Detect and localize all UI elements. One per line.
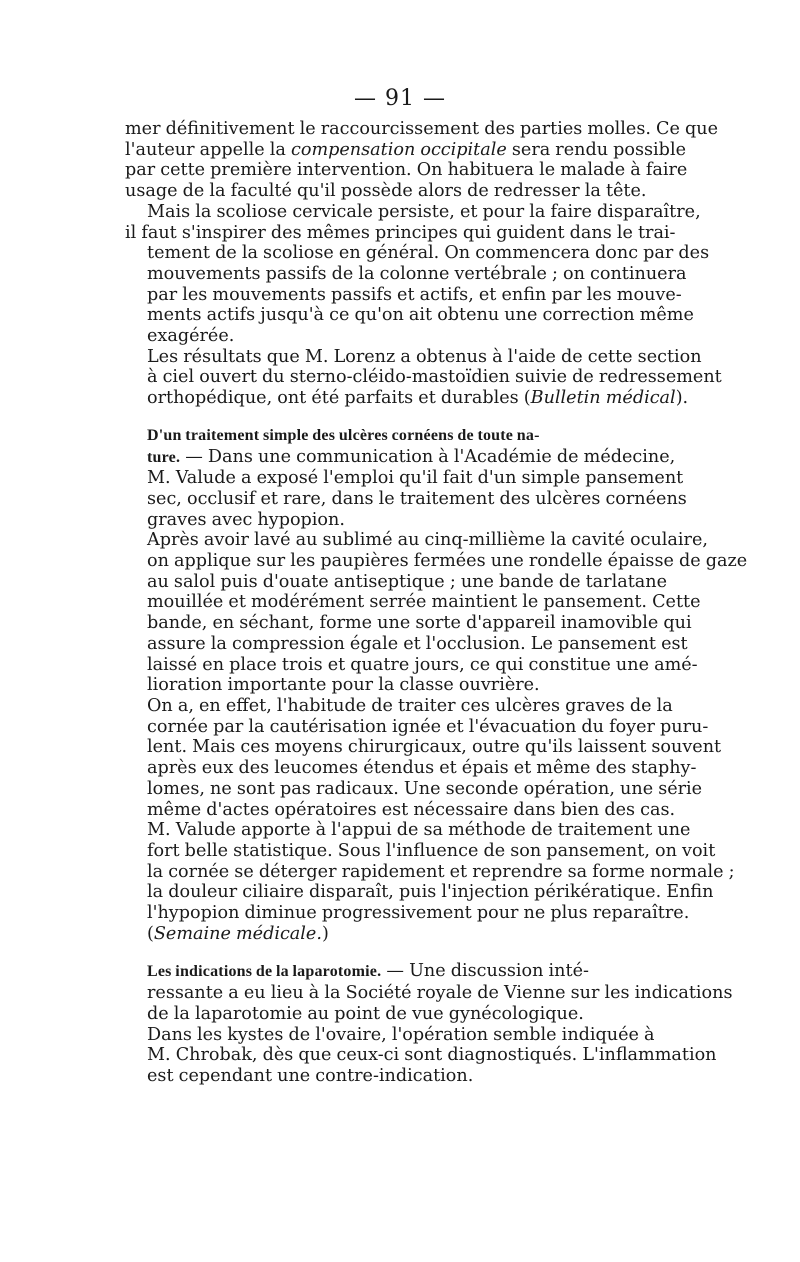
paragraph-ovarian-cysts: Dans les kystes de l'ovaire, l'opération semble indiquée à M. Chrobak, dès que ceux-ci sont diagnostiqués. L'inflammation est cependant une contre-indication. [147,1024,717,1086]
paragraph-continuation: mer définitivement le raccourcissement des parties molles. Ce que l'auteur appelle la compensation occipitale sera rendu possible par cette première intervention. On habituera le malade à faire usage de la faculté qu'il possède alors de redresser la tête. [125,119,719,202]
paragraph-scoliosis: Mais la scoliose cervicale persiste, et pour la faire disparaître, il faut s'inspirer des mêmes principes qui guident dans le trai- tement de la scoliose en général. On commencera donc par des mouvements passifs de la colonne vertébrale ; on continuera par les mouvements passifs et actifs, et enfin par les mouve- ments actifs jusqu'à ce qu'on ait obtenu une correction même exagérée. [125,201,710,347]
paragraph-lorenz-results: Les résultats que M. Lorenz a obtenus à l'aide de cette section à ciel ouvert du sterno-cléido-mastoïdien suivie de redressement orthopédique, ont été parfaits et durables (Bulletin médical). [147,346,722,409]
section-title-laparotomy: Les indications de la laparotomie. [147,963,382,981]
page-number: — 91 — [354,86,446,111]
section-corneal-ulcers: D'un traitement simple des ulcères cornéens de toute na- ture. — Dans une communication à l'Académie de médecine, M. Valude a exposé l'emploi qu'il fait d'un simple pansement sec, occlusif et rare, dans le traitement des ulcères cornéens graves avec hypopion. [147,426,687,530]
paragraph-statistics: M. Valude apporte à l'appui de sa méthode de traitement une fort belle statistique. Sous l'influence de son pansement, on voit la cornée se déterger rapidement et reprendre sa forme normale ; la douleur ciliaire disparaît, puis l'injection périkératique. Enfin l'hypopion diminue progressivement pour ne plus reparaître. (Semaine médicale.) [147,820,735,944]
paragraph-cauterization: On a, en effet, l'habitude de traiter ces ulcères graves de la cornée par la cautérisation ignée et l'évacuation du foyer puru- lent. Mais ces moyens chirurgicaux, outre qu'ils laissent souvent après eux des leucomes étendus et épais et même des staphy- lomes, ne sont pas radicaux. Une seconde opération, une série même d'actes opératoires est nécessaire dans bien des cas. [147,695,722,820]
section-laparotomy: Les indications de la laparotomie. — Une discussion inté- ressante a eu lieu à la Société royale de Vienne sur les indications de la laparotomie au point de vue gynécologique. [147,961,733,1024]
article-body [125,119,748,1087]
paragraph-dressing-method: Après avoir lavé au sublimé au cinq-millième la cavité oculaire, on applique sur les paupières fermées une rondelle épaisse de gaze au salol puis d'ouate antiseptique ; une bande de tarlatane mouillée et modérément serrée maintient le pansement. Cette bande, en séchant, forme une sorte d'appareil inamovible qui assure la compression égale et l'occlusion. Le pansement est laissé en place trois et quatre jours, ce qui constitue une amé- lioration importante pour la classe ouvrière. [147,530,748,696]
section-title-corneal-ulcers: D'un traitement simple des ulcères cornéens de toute na- [147,426,540,444]
